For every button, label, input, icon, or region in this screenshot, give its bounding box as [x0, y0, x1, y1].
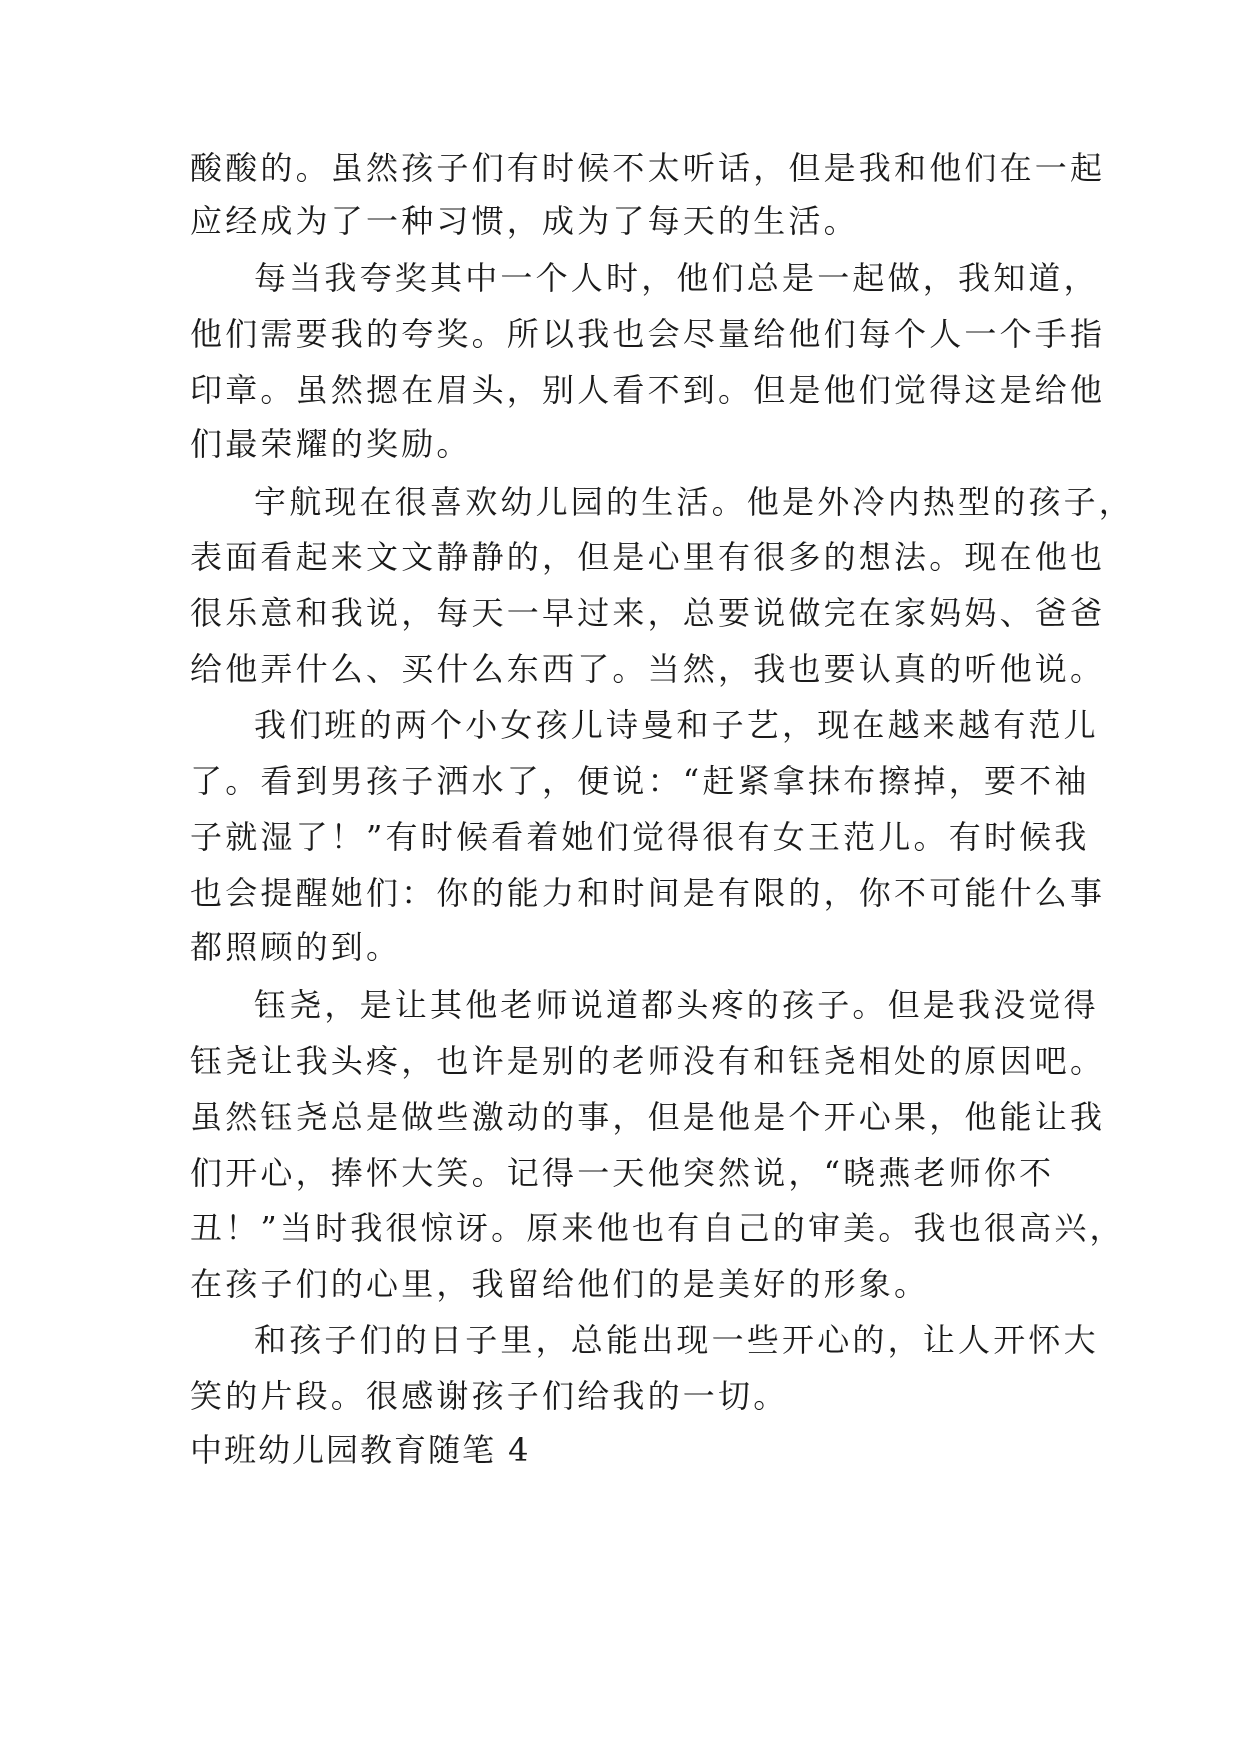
paragraph-line: 都照顾的到。 [190, 928, 402, 966]
paragraph-line: 们开心，捧怀大笑。记得一天他突然说，“晓燕老师你不 [190, 1154, 1055, 1192]
paragraph-line: 在孩子们的心里，我留给他们的是美好的形象。 [190, 1265, 930, 1303]
paragraph-line: 他们需要我的夸奖。所以我也会尽量给他们每个人一个手指 [190, 315, 1106, 353]
paragraph-line: 应经成为了一种习惯，成为了每天的生活。 [190, 202, 859, 240]
paragraph-line: 每当我夸奖其中一个人时，他们总是一起做，我知道， [254, 259, 1099, 297]
paragraph-line: 们最荣耀的奖励。 [190, 425, 472, 463]
paragraph-line: 我们班的两个小女孩儿诗曼和子艺，现在越来越有范儿 [254, 706, 1099, 744]
paragraph-line: 了。看到男孩子洒水了，便说：“赶紧拿抹布擦掉，要不袖 [190, 762, 1090, 800]
section-heading: 中班幼儿园教育随笔 4 [190, 1431, 531, 1469]
paragraph-line: 和孩子们的日子里，总能出现一些开心的，让人开怀大 [254, 1321, 1099, 1359]
paragraph-line: 虽然钰尧总是做些激动的事，但是他是个开心果，他能让我 [190, 1098, 1106, 1136]
paragraph-line: 印章。虽然摁在眉头，别人看不到。但是他们觉得这是给他 [190, 371, 1106, 409]
paragraph-line: 笑的片段。很感谢孩子们给我的一切。 [190, 1377, 789, 1415]
paragraph-line: 表面看起来文文静静的，但是心里有很多的想法。现在他也 [190, 538, 1106, 576]
paragraph-line: 很乐意和我说，每天一早过来，总要说做完在家妈妈、爸爸 [190, 594, 1106, 632]
paragraph-line: 也会提醒她们：你的能力和时间是有限的，你不可能什么事 [190, 874, 1106, 912]
paragraph-line: 酸酸的。虽然孩子们有时候不太听话，但是我和他们在一起 [190, 149, 1106, 187]
paragraph-line: 子就湿了！”有时候看着她们觉得很有女王范儿。有时候我 [190, 818, 1090, 856]
paragraph-line: 宇航现在很喜欢幼儿园的生活。他是外冷内热型的孩子， [254, 483, 1135, 521]
paragraph-line: 丑！”当时我很惊讶。原来他也有自己的审美。我也很高兴， [190, 1209, 1125, 1247]
paragraph-line: 给他弄什么、买什么东西了。当然，我也要认真的听他说。 [190, 650, 1106, 688]
paragraph-line: 钰尧让我头疼，也许是别的老师没有和钰尧相处的原因吧。 [190, 1042, 1106, 1080]
paragraph-line: 钰尧，是让其他老师说道都头疼的孩子。但是我没觉得 [254, 986, 1099, 1024]
